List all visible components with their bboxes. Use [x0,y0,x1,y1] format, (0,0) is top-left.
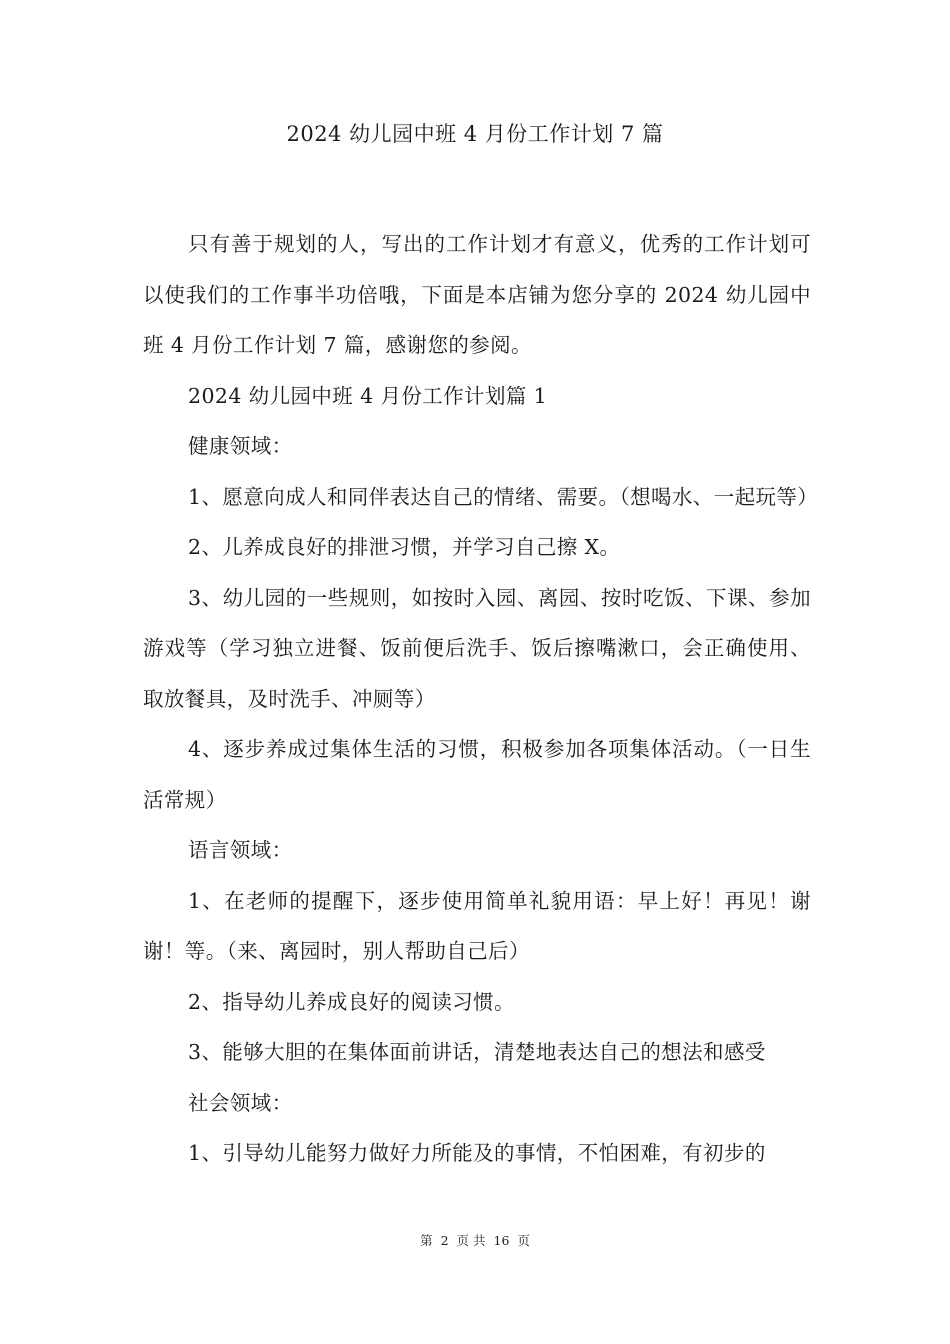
footer-middle: 页 共 [456,1233,486,1248]
intro-paragraph: 只有善于规划的人，写出的工作计划才有意义，优秀的工作计划可以使我们的工作事半功倍哦，下面是本店铺为您分享的 2024 幼儿园中班 4 月份工作计划 7 篇，感谢您的参阅。 [143,232,811,357]
list-item: 2、儿养成良好的排泄习惯，并学习自己擦 X。 [188,535,621,559]
footer-suffix: 页 [517,1233,530,1248]
list-item: 1、在老师的提醒下，逐步使用简单礼貌用语：早上好！再见！谢谢！等。（来、离园时，别人帮助自己后） [143,888,811,963]
list-item: 2、指导幼儿养成良好的阅读习惯。 [188,989,515,1014]
domain-heading-health: 健康领域： [188,434,293,458]
footer-prefix: 第 [420,1233,433,1248]
section-heading: 2024 幼儿园中班 4 月份工作计划篇 1 [188,383,548,408]
domain-heading-language: 语言领域： [188,838,293,862]
list-item: 1、愿意向成人和同伴表达自己的情绪、需要。（想喝水、一起玩等） [188,484,819,509]
footer-total-pages: 16 [493,1233,510,1248]
document-title: 2024 幼儿园中班 4 月份工作计划 7 篇 [286,122,664,146]
page-footer [0,1232,950,1250]
list-item: 1、引导幼儿能努力做好力所能及的事情，不怕困难，有初步的 [188,1141,766,1165]
footer-current-page: 2 [440,1233,449,1248]
list-item: 3、能够大胆的在集体面前讲话，清楚地表达自己的想法和感受 [188,1040,766,1064]
document-body [143,219,819,1179]
domain-heading-social: 社会领域： [188,1090,293,1115]
list-item: 4、逐步养成过集体生活的习惯，积极参加各项集体活动。（一日生活常规） [143,737,811,812]
list-item: 3、幼儿园的一些规则，如按时入园、离园、按时吃饭、下课、参加游戏等（学习独立进餐、饭前便后洗手、饭后擦嘴漱口，会正确使用、取放餐具，及时洗手、冲厕等） [143,585,811,711]
